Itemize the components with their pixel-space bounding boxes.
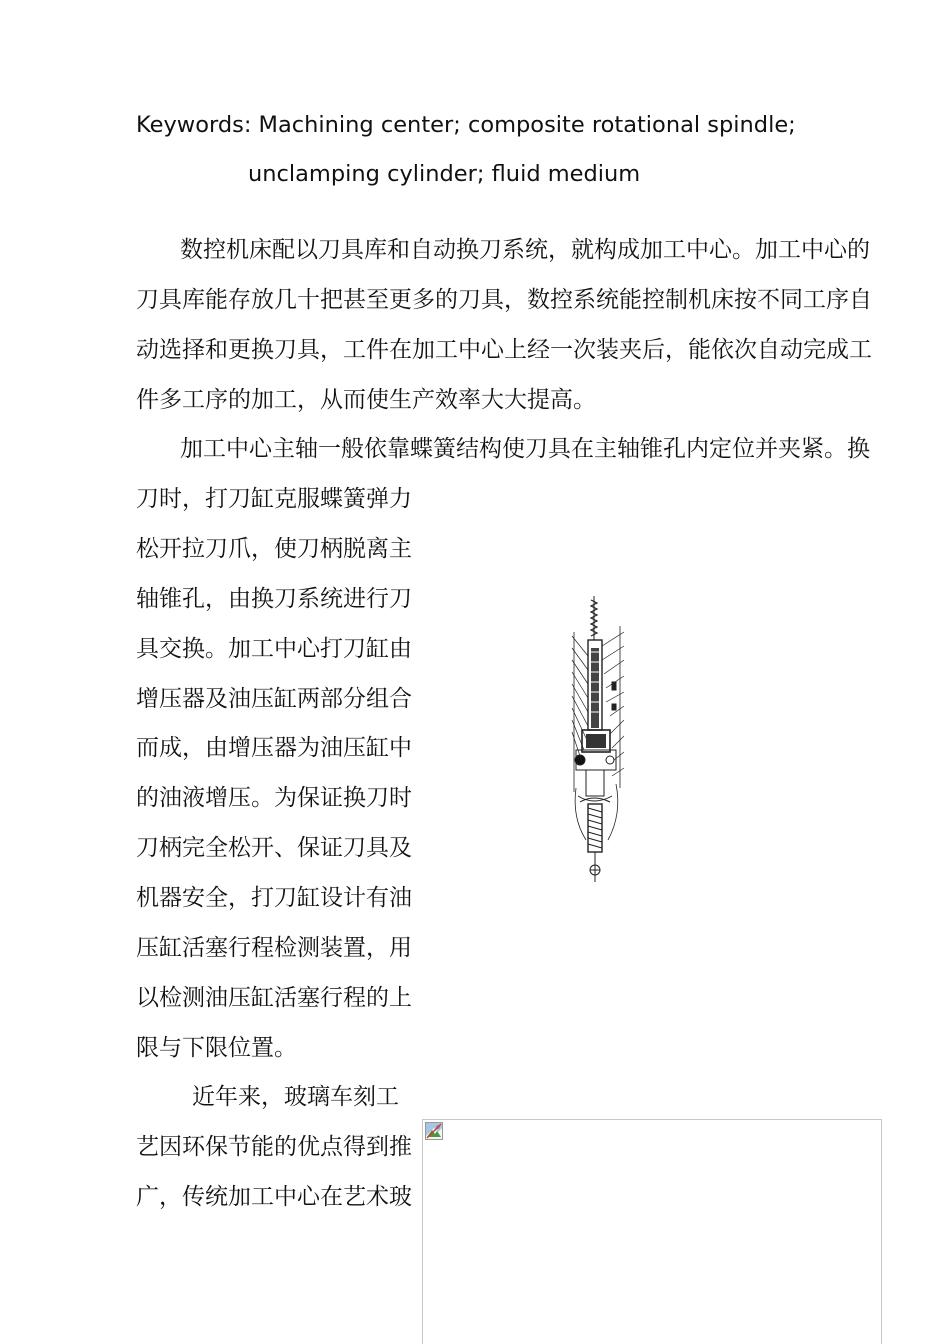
paragraph-line: 件多工序的加工，从而使生产效率大大提高。 [136,387,596,413]
paragraph-line: 广，传统加工中心在艺术玻 [136,1184,412,1210]
paragraph-line: 动选择和更换刀具，工件在加工中心上经一次装夹后，能依次自动完成工 [136,337,872,363]
paragraph-line: 具交换。加工中心打刀缸由 [136,636,412,662]
spindle-cross-section-diagram [566,592,630,888]
spindle-diagram-icon [566,592,630,888]
paragraph-line: 数控机床配以刀具库和自动换刀系统，就构成加工中心。加工中心的 [180,237,870,263]
paragraph-line: 刀具库能存放几十把甚至更多的刀具，数控系统能控制机床按不同工序自 [136,287,872,313]
paragraph-line: 机器安全，打刀缸设计有油 [136,885,412,911]
paragraph-line: 松开拉刀爪，使刀柄脱离主 [136,536,412,562]
broken-image-placeholder [422,1119,882,1344]
paragraph-line: 的油液增压。为保证换刀时 [136,785,412,811]
paragraph-line: 限与下限位置。 [136,1035,297,1061]
paragraph-line: 刀柄完全松开、保证刀具及 [136,835,412,861]
paragraph-line: 艺因环保节能的优点得到推 [136,1134,412,1160]
paragraph-line: 而成，由增压器为油压缸中 [136,735,412,761]
paragraph-line: 刀时，打刀缸克服蝶簧弹力 [136,486,412,512]
paragraph-line: 压缸活塞行程检测装置，用 [136,935,412,961]
paragraph-line: 近年来，玻璃车刻工 [192,1084,399,1110]
keywords-line-2: unclamping cylinder; fluid medium [248,161,641,187]
paragraph-line: 以检测油压缸活塞行程的上 [136,985,412,1011]
paragraph-line: 增压器及油压缸两部分组合 [136,686,412,712]
paragraph-line: 加工中心主轴一般依靠蝶簧结构使刀具在主轴锥孔内定位并夹紧。换 [180,436,870,462]
keywords-line-1: Keywords: Machining center; composite rotational spindle; [136,112,796,138]
paragraph-line: 轴锥孔，由换刀系统进行刀 [136,586,412,612]
broken-image-icon [425,1122,443,1140]
